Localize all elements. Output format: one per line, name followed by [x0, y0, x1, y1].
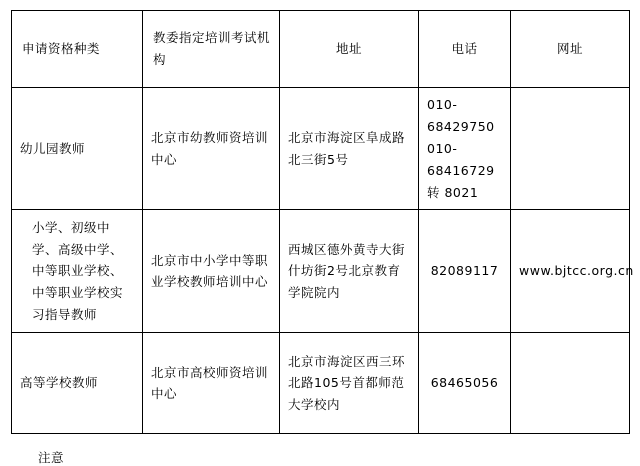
table-header-row	[12, 11, 630, 88]
phone-line: 010-68429750	[427, 97, 495, 134]
footnote-text: 注意	[38, 450, 65, 465]
cell-phone	[419, 88, 511, 210]
table-row	[12, 333, 630, 434]
cell-address: 北京市海淀区阜成路北三街5号	[280, 88, 419, 210]
column-header-website: 网址	[511, 11, 630, 88]
phone-line: 82089117	[430, 263, 499, 279]
qualification-table	[11, 10, 634, 434]
table-body	[12, 88, 634, 434]
table-header	[12, 11, 630, 88]
table-row	[12, 210, 630, 333]
table-row	[12, 88, 630, 210]
column-header-type: 申请资格种类	[12, 11, 143, 88]
phone-line: 68465056	[430, 375, 499, 391]
cell-address: 西城区德外黄寺大街什坊街2号北京教育学院院内	[280, 210, 419, 333]
cell-qualification-type: 小学、初级中学、高级中学、中等职业学校、中等职业学校实习指导教师	[12, 210, 143, 333]
cell-website	[511, 333, 630, 434]
cell-phone	[419, 333, 511, 434]
phone-line: 010-68416729转 8021	[427, 140, 495, 200]
cell-training-organization: 北京市幼教师资培训中心	[143, 88, 280, 210]
cell-address: 北京市海淀区西三环北路105号首都师范大学校内	[280, 333, 419, 434]
cell-qualification-type: 幼儿园教师	[12, 88, 143, 210]
cell-website	[511, 88, 630, 210]
column-header-address: 地址	[280, 11, 419, 88]
cell-training-organization: 北京市高校师资培训中心	[143, 333, 280, 434]
cell-qualification-type: 高等学校教师	[12, 333, 143, 434]
column-header-phone: 电话	[419, 11, 511, 88]
cell-phone	[419, 210, 511, 333]
cell-training-organization: 北京市中小学中等职业学校教师培训中心	[143, 210, 280, 333]
cell-website: www.bjtcc.org.cn	[511, 210, 630, 333]
column-header-organization: 教委指定培训考试机构	[143, 11, 280, 88]
